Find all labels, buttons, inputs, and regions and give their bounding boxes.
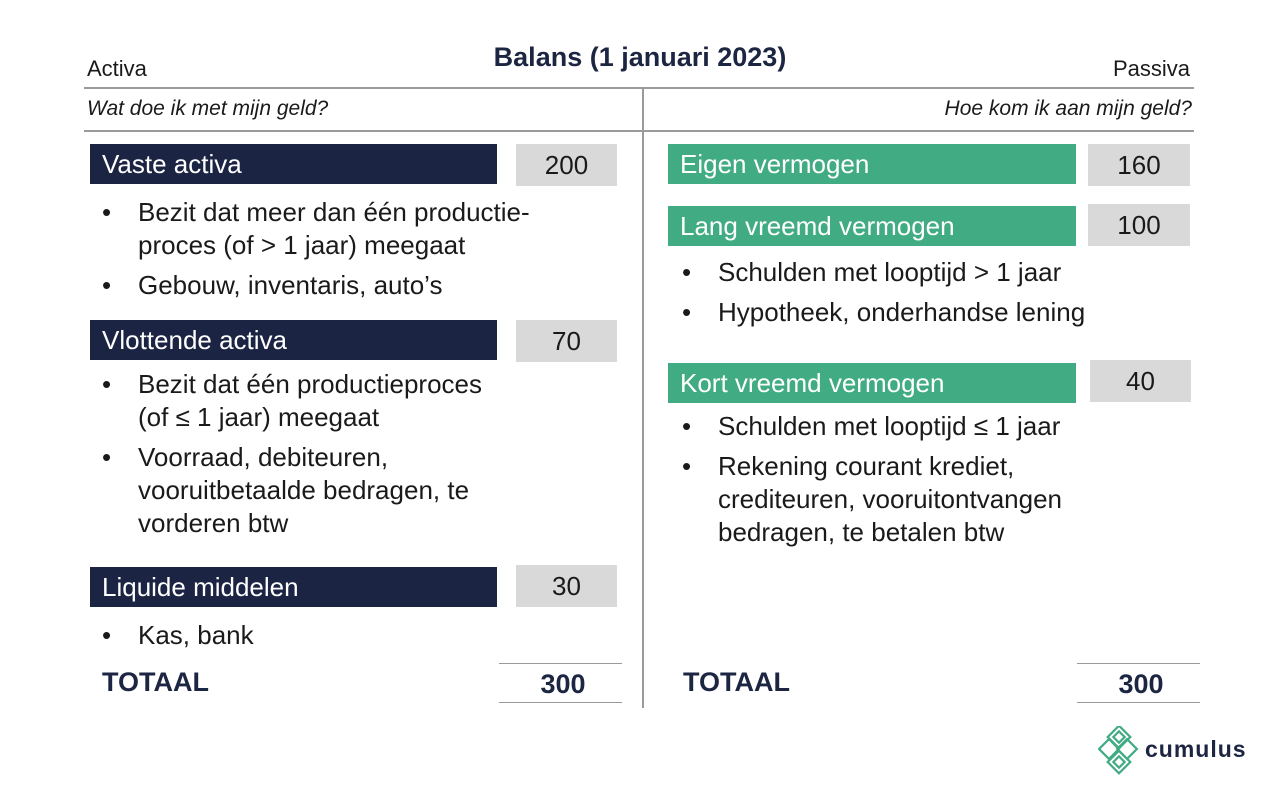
total-label-passiva: TOTAAL bbox=[683, 667, 790, 697]
cumulus-logo-text: cumulus bbox=[1145, 736, 1247, 762]
list-item: • Schulden met looptijd ≤ 1 jaar bbox=[682, 411, 1061, 441]
center-divider bbox=[642, 88, 644, 708]
total-label-activa: TOTAAL bbox=[102, 667, 209, 697]
section-kort-vreemd-vermogen: Kort vreemd vermogen bbox=[668, 363, 1076, 403]
question-divider bbox=[84, 130, 1194, 132]
activa-question: Wat doe ik met mijn geld? bbox=[87, 97, 329, 120]
passiva-question: Hoe kom ik aan mijn geld? bbox=[944, 97, 1192, 120]
section-vaste-activa: Vaste activa bbox=[90, 144, 497, 184]
bullets-lang-vreemd-vermogen bbox=[670, 256, 1230, 336]
section-liquide-middelen: Liquide middelen bbox=[90, 567, 497, 607]
section-eigen-vermogen: Eigen vermogen bbox=[668, 144, 1076, 184]
bullets-liquide-middelen bbox=[90, 619, 630, 659]
total-bottom-rule bbox=[1077, 702, 1200, 703]
total-top-rule bbox=[1077, 663, 1200, 664]
list-item: • Gebouw, inventaris, auto’s bbox=[102, 270, 443, 300]
header-divider bbox=[84, 87, 1194, 89]
list-item: • Bezit dat één productieproces (of ≤ 1 jaar) meegaat bbox=[102, 369, 482, 432]
value-kort-vreemd-vermogen: 40 bbox=[1090, 360, 1191, 402]
total-value-activa: 300 bbox=[540, 669, 586, 699]
total-bottom-rule bbox=[499, 702, 622, 703]
bullets-vlottende-activa bbox=[90, 368, 630, 547]
list-item: • Rekening courant krediet, crediteuren, vooruitontvangen bedragen, te betalen btw bbox=[682, 451, 1063, 547]
bullets-kort-vreemd-vermogen bbox=[670, 410, 1230, 556]
list-item: • Bezit dat meer dan één productie- proces (of > 1 jaar) meegaat bbox=[102, 197, 530, 260]
section-lang-vreemd-vermogen: Lang vreemd vermogen bbox=[668, 206, 1076, 246]
bullets-vaste-activa bbox=[90, 196, 630, 309]
list-item: • Hypotheek, onderhandse lening bbox=[682, 297, 1086, 327]
activa-heading: Activa bbox=[87, 56, 147, 81]
balance-title: Balans (1 januari 2023) bbox=[493, 42, 787, 72]
section-vlottende-activa: Vlottende activa bbox=[90, 320, 497, 360]
passiva-heading: Passiva bbox=[1112, 56, 1190, 81]
cumulus-logo-icon bbox=[1098, 726, 1140, 776]
value-liquide-middelen: 30 bbox=[516, 565, 617, 607]
value-eigen-vermogen: 160 bbox=[1088, 144, 1190, 186]
value-vlottende-activa: 70 bbox=[516, 320, 617, 362]
list-item: • Kas, bank bbox=[102, 620, 254, 650]
total-top-rule bbox=[499, 663, 622, 664]
value-lang-vreemd-vermogen: 100 bbox=[1088, 204, 1190, 246]
value-vaste-activa: 200 bbox=[516, 144, 617, 186]
list-item: • Schulden met looptijd > 1 jaar bbox=[682, 257, 1062, 287]
list-item: • Voorraad, debiteuren, vooruitbetaalde bedragen, te vorderen btw bbox=[102, 442, 470, 538]
total-value-passiva: 300 bbox=[1118, 669, 1164, 699]
